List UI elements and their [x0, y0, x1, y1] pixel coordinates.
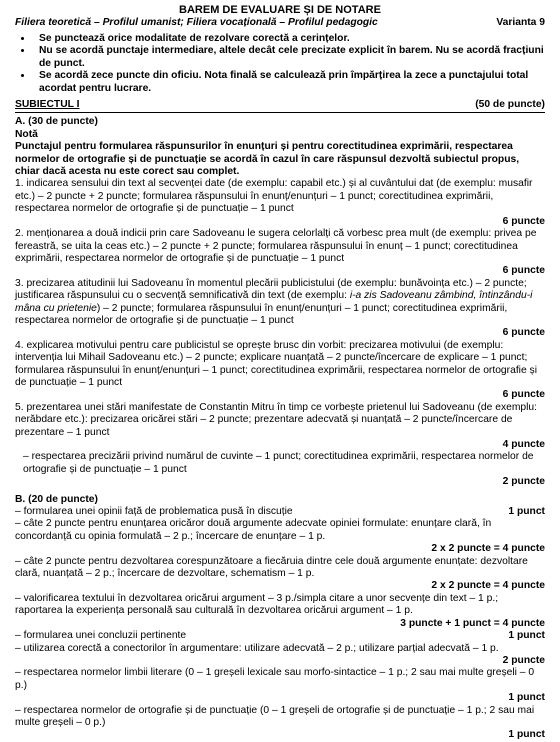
item-quote: i-a zis Sadoveanu zâmbind, întinzându-i mâna cu prietenie [15, 290, 533, 314]
item-text: 2. menționarea a două indicii prin care Sadoveanu le sugera celorlalți că vorbesc prea mult (de exemplu: privea pe fereastră, se uita la ceas etc.) – 2 puncte + 2 puncte; formularea răspunsului în enunț – 1 punct; corectitudinea exprimării, respectarea normelor de ortografie și de punctuație – 1 punct [15, 228, 537, 264]
varianta-label: Varianta 9 [496, 17, 545, 28]
subiect-points: (50 de puncte) [475, 99, 545, 111]
item-points: 4 puncte [502, 439, 545, 450]
b-line-points: 2 puncte [502, 654, 545, 666]
b-line-points: 1 punct [508, 729, 545, 741]
b-line-text: – respectarea normelor de ortografie și de punctuație (0 – 1 greșeli de ortografie și de punctuație – 1 p.; 2 sau mai multe greșeli – 0 p.) [15, 704, 535, 728]
item-text: 1. indicarea sensului din text al secvenței date (de exemplu: capabil etc.) și al cuvântului dat (de exemplu: musafir etc.) – 2 puncte + 2 puncte; formularea răspunsului în enunț/enunțuri – 1 punct; corectitudinea exprimării, respectarea normelor de ortografie și de punctuație – 1 punct [15, 178, 533, 215]
subheader [15, 17, 545, 31]
rule-item: • Se punctează orice modalitate de rezolvare corectă a cerințelor. [33, 33, 545, 45]
item-points: 2 puncte [502, 476, 545, 488]
item-points: 6 puncte [502, 327, 545, 339]
b-line-points: 2 x 2 puncte = 4 puncte [431, 580, 545, 592]
b-line-points: 1 punct [508, 630, 545, 642]
b-line-text: – utilizarea corectă a conectorilor în argumentare: utilizare adecvată – 2 p.; utilizare parțial adecvată – 1 p. [15, 642, 499, 654]
item-points: 6 puncte [502, 215, 545, 227]
item-points: 6 puncte [502, 265, 545, 277]
b-line-4 [15, 593, 545, 630]
b-line-7 [15, 667, 545, 704]
subiect-label: SUBIECTUL I [15, 99, 80, 111]
nota-body: Punctajul pentru formularea răspunsurilor în enunțuri și pentru corectitudinea exprimării, respectarea normelor de ortografie și de punctuație se acordă în cazul în care răspunsul dezvoltă subiectul propus, chiar dacă acesta nu este corect sau complet. [15, 141, 520, 178]
b-line-text: – formularea unei concluzii pertinente [15, 630, 187, 642]
b-line-2 [15, 518, 545, 555]
b-line-points: 3 puncte + 1 punct = 4 puncte [400, 617, 545, 629]
part-a-title: A. (30 de puncte) [15, 116, 98, 128]
b-line-text: – câte 2 puncte pentru dezvoltarea corespunzătoare a fiecăruia dintre cele două argumente enunțate: dezvoltare clară, nuanțată – 2 p.; încercare de dezvoltare, schematism – 1 p. [15, 555, 528, 580]
item-text: 5. prezentarea unei stări manifestate de Constantin Mitru în timp ce vorbește prietenul lui Sadoveanu (de exemplu: nerăbdare etc.): precizarea oricărei stări – 2 puncte; prezentare adecvată și nuanțată – 2 puncte/încercare de prezentare – 1 punct [15, 401, 537, 438]
rules-list [15, 33, 545, 95]
item-extra [15, 451, 545, 488]
b-line-text: – respectarea normelor limbii literare (0 – 1 greșeli lexicale sau morfo-sintactice – 1 p.; 2 sau mai multe greșeli – 0 p.) [15, 667, 535, 691]
item-5 [15, 402, 545, 452]
b-line-points: 2 x 2 puncte = 4 puncte [431, 543, 545, 555]
b-line-points: 1 punct [508, 506, 545, 518]
part-b-title: B. (20 de puncte) [15, 493, 98, 505]
subiect-header [15, 99, 545, 113]
rule-item: • Se acordă zece puncte din oficiu. Nota finală se calculează prin împărțirea la zece a punctajului total acordat pentru lucrare. [33, 70, 545, 95]
document-title: BAREM DE EVALUARE ȘI DE NOTARE [179, 4, 381, 16]
filiera-text: Filiera teoretică – Profilul umanist; Filiera vocațională – Profilul pedagogic [15, 17, 378, 28]
b-line-3 [15, 556, 545, 593]
b-line-6 [15, 643, 545, 668]
b-line-8 [15, 705, 545, 742]
b-line-points: 1 punct [508, 692, 545, 704]
b-line-text: – formularea unei opinii față de problematica pusă în discuție [15, 506, 293, 518]
b-line-1 [15, 506, 545, 518]
b-line-text: – valorificarea textului în dezvoltarea oricărui argument – 3 p./simpla citare a unor secvențe din text – 1 p.; raportarea la experiența personală sau culturală în dezvoltarea oricărui argument – 1 p. [15, 592, 499, 617]
b-line-5 [15, 630, 545, 642]
item-text: – respectarea precizării privind numărul de cuvinte – 1 punct; corectitudinea exprimării, respectarea normelor de ortografie și de punctuație – 1 punct [23, 451, 534, 475]
document-page [15, 0, 545, 742]
item-2 [15, 228, 545, 278]
item-points: 6 puncte [502, 389, 545, 401]
item-text: 3. precizarea atitudinii lui Sadoveanu în momentul plecării publicistului (de exemplu: bunăvoința etc.) – 2 puncte; justificarea răspunsului cu o secvență semnificativă din text (de exemplu: [15, 277, 527, 302]
item-1 [15, 178, 545, 228]
nota-heading: Notă [15, 128, 38, 140]
b-line-text: – câte 2 puncte pentru enunțarea oricăror două argumente adecvate opiniei formulate: enunțare clară, în concordanță cu opinia formulată – 2 p.; încercare de enunțare – 1 p. [15, 518, 492, 542]
item-text: 4. explicarea motivului pentru care publicistul se oprește brusc din vorbit: precizarea motivului (de exemplu: intervenția lui Mihail Sadoveanu etc.) – 2 puncte; explicare nuanțată – 2 puncte/încercare de explicare – 1 punct; formularea răspunsului în enunț/enunțuri – 1 punct; corectitudinea exprimării, respectarea normelor de ortografie și de punctuație – 1 punct [15, 339, 537, 388]
item-4 [15, 340, 545, 402]
item-3 [15, 278, 545, 340]
rule-item: • Nu se acordă punctaje intermediare, altele decât cele precizate explicit în barem. Nu se acordă fracțiuni de punct. [33, 45, 545, 70]
item-text: ) – 2 puncte; formularea răspunsului în enunț/enunțuri – 1 punct; corectitudinea exprimării, respectarea normelor de ortografie și de punctuație – 1 punct [15, 302, 508, 326]
